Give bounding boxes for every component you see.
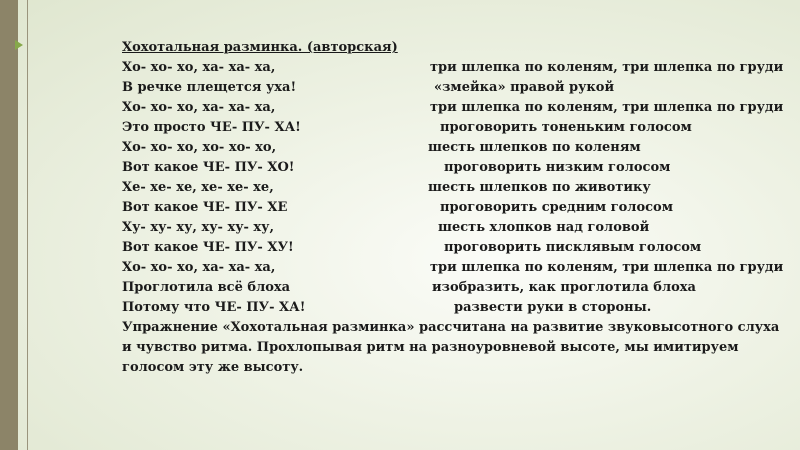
action-text: три шлепка по коленям, три шлепка по груди bbox=[430, 100, 784, 115]
verse-row bbox=[122, 278, 782, 298]
action-text: проговорить низким голосом bbox=[444, 160, 671, 175]
verse-row bbox=[122, 238, 782, 258]
verse-text: Хо- хо- хо, хо- хо- хо, bbox=[122, 140, 277, 155]
action-text: три шлепка по коленям, три шлепка по груди bbox=[430, 60, 784, 75]
action-text: шесть шлепков по коленям bbox=[428, 140, 641, 155]
exercise-description: Упражнение «Хохотальная разминка» рассчитана на развитие звуковысотного слуха и чувство ритма. Прохлопывая ритм на разноуровневой высоте, мы имитируем голосом эту же высоту. bbox=[122, 320, 780, 375]
verse-row bbox=[122, 98, 782, 118]
bullet-arrow-icon bbox=[15, 40, 23, 50]
action-text: шесть хлопков над головой bbox=[438, 220, 650, 235]
verse-row bbox=[122, 178, 782, 198]
left-decor-line bbox=[27, 0, 28, 450]
action-text: изобразить, как проглотила блоха bbox=[432, 280, 696, 295]
action-text: развести руки в стороны. bbox=[454, 300, 652, 315]
verse-row bbox=[122, 218, 782, 238]
verse-text: Хо- хо- хо, ха- ха- ха, bbox=[122, 100, 276, 115]
verse-text: В речке плещется уха! bbox=[122, 80, 297, 95]
verse-row bbox=[122, 118, 782, 138]
verse-text: Хо- хо- хо, ха- ха- ха, bbox=[122, 260, 276, 275]
verse-text: Хе- хе- хе, хе- хе- хе, bbox=[122, 180, 274, 195]
verse-row bbox=[122, 298, 782, 318]
verse-row bbox=[122, 138, 782, 158]
slide-content bbox=[122, 38, 782, 378]
verse-text: Ху- ху- ху, ху- ху- ху, bbox=[122, 220, 275, 235]
verse-text: Вот какое ЧЕ- ПУ- ХУ! bbox=[122, 240, 294, 255]
slide-title: Хохотальная разминка. (авторская) bbox=[122, 40, 398, 55]
action-text: проговорить писклявым голосом bbox=[444, 240, 702, 255]
verse-row bbox=[122, 78, 782, 98]
verse-text: Это просто ЧЕ- ПУ- ХА! bbox=[122, 120, 301, 135]
verse-text: Проглотила всё блоха bbox=[122, 280, 291, 295]
verse-row bbox=[122, 258, 782, 278]
action-text: проговорить тоненьким голосом bbox=[440, 120, 692, 135]
verse-row bbox=[122, 58, 782, 78]
verse-row bbox=[122, 198, 782, 218]
action-text: шесть шлепков по животику bbox=[428, 180, 651, 195]
verse-text: Вот какое ЧЕ- ПУ- ХЕ bbox=[122, 200, 288, 215]
verse-text: Хо- хо- хо, ха- ха- ха, bbox=[122, 60, 276, 75]
left-decor-stripe bbox=[0, 0, 18, 450]
action-text: «змейка» правой рукой bbox=[434, 80, 615, 95]
verse-row bbox=[122, 158, 782, 178]
verse-text: Вот какое ЧЕ- ПУ- ХО! bbox=[122, 160, 295, 175]
verse-text: Потому что ЧЕ- ПУ- ХА! bbox=[122, 300, 306, 315]
action-text: три шлепка по коленям, три шлепка по груди bbox=[430, 260, 784, 275]
action-text: проговорить средним голосом bbox=[440, 200, 674, 215]
